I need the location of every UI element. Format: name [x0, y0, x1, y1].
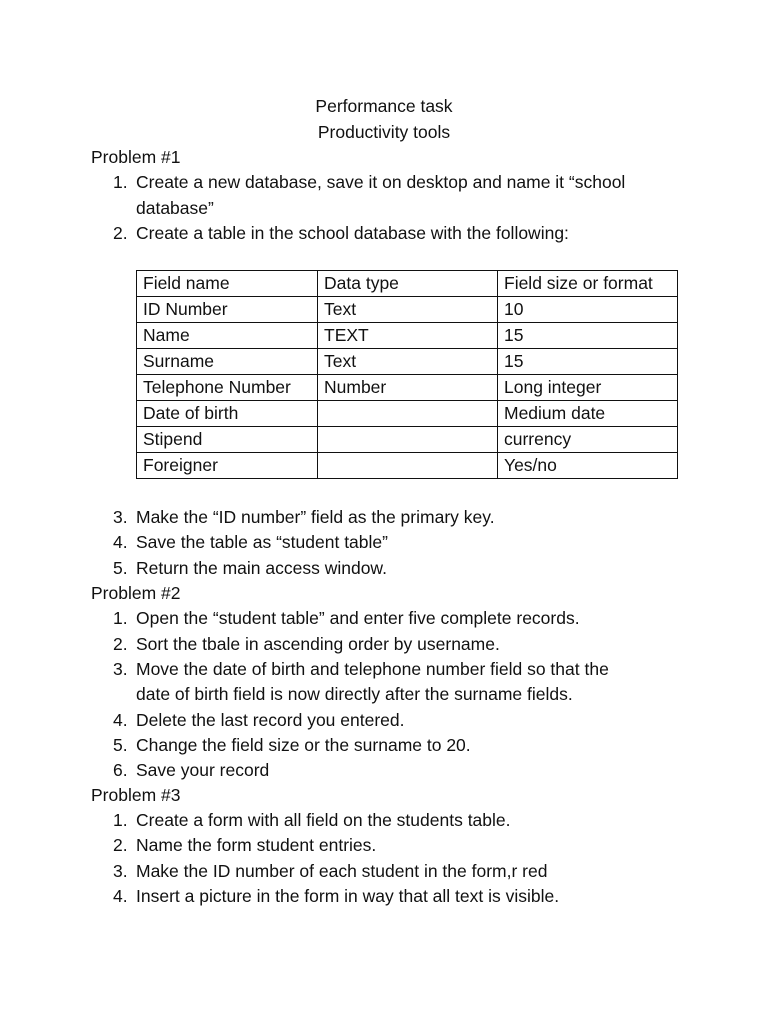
table-cell: Foreigner — [137, 453, 318, 479]
list-item-number: 5. — [113, 735, 128, 755]
table-cell: Long integer — [498, 375, 678, 401]
table-cell: TEXT — [318, 323, 498, 349]
list-item-number: 2. — [113, 634, 128, 654]
list-item-number: 1. — [113, 608, 128, 628]
table-cell: Number — [318, 375, 498, 401]
page-title: Performance task — [315, 96, 453, 116]
list-item-text-continued: date of birth field is now directly after the surname fields. — [136, 684, 573, 704]
table-cell: currency — [498, 427, 678, 453]
list-item-text: Create a new database, save it on desktop and name it “school — [136, 172, 626, 192]
column-header-field-name: Field name — [137, 271, 318, 297]
list-item-number: 6. — [113, 760, 128, 780]
list-item-text: Create a table in the school database with the following: — [136, 223, 569, 243]
table-cell: Telephone Number — [137, 375, 318, 401]
problem-1-heading: Problem #1 — [91, 147, 181, 167]
table-row — [137, 323, 678, 349]
list-item-number: 4. — [113, 532, 128, 552]
table-cell — [318, 401, 498, 427]
problem-3-heading: Problem #3 — [91, 785, 181, 805]
list-item-text: Insert a picture in the form in way that all text is visible. — [136, 886, 560, 906]
table-cell: 10 — [498, 297, 678, 323]
table-row — [137, 427, 678, 453]
column-header-field-size: Field size or format — [498, 271, 678, 297]
table-row — [137, 349, 678, 375]
list-item-text: Sort the tbale in ascending order by username. — [136, 634, 500, 654]
table-header-row — [137, 271, 678, 297]
list-item-text: Name the form student entries. — [136, 835, 377, 855]
list-item-number: 4. — [113, 886, 128, 906]
table-row — [137, 401, 678, 427]
list-item-text: Open the “student table” and enter five complete records. — [136, 608, 580, 628]
table-cell: Text — [318, 349, 498, 375]
title-block — [0, 94, 768, 145]
list-item-number: 1. — [113, 810, 128, 830]
list-item-text: Save your record — [136, 760, 270, 780]
list-item-text: Return the main access window. — [136, 558, 387, 578]
list-item-number: 5. — [113, 558, 128, 578]
table-row — [137, 375, 678, 401]
table-cell — [318, 453, 498, 479]
list-item-text: Make the ID number of each student in the form,r red — [136, 861, 548, 881]
list-item-text: Change the field size or the surname to 20. — [136, 735, 471, 755]
fields-table — [136, 270, 678, 479]
list-item-number: 2. — [113, 223, 128, 243]
table-cell: Yes/no — [498, 453, 678, 479]
table-cell — [318, 427, 498, 453]
list-item-number: 3. — [113, 861, 128, 881]
list-item-number: 4. — [113, 710, 128, 730]
column-header-data-type: Data type — [318, 271, 498, 297]
page-subtitle: Productivity tools — [317, 121, 451, 142]
table-cell: Stipend — [137, 427, 318, 453]
table-cell: Medium date — [498, 401, 678, 427]
table-cell: Date of birth — [137, 401, 318, 427]
list-item-text: Create a form with all field on the students table. — [136, 810, 511, 830]
problem-2-heading: Problem #2 — [91, 583, 181, 603]
list-item-text: Move the date of birth and telephone number field so that the — [136, 659, 609, 679]
list-item-text: Save the table as “student table” — [136, 532, 388, 552]
table-cell: ID Number — [137, 297, 318, 323]
table-cell: Surname — [137, 349, 318, 375]
list-item-text-continued: database” — [136, 198, 214, 218]
table-row — [137, 453, 678, 479]
table-cell: 15 — [498, 349, 678, 375]
list-item-number: 3. — [113, 659, 128, 679]
list-item-number: 1. — [113, 172, 128, 192]
list-item-text: Delete the last record you entered. — [136, 710, 405, 730]
list-item-number: 3. — [113, 507, 128, 527]
list-item-number: 2. — [113, 835, 128, 855]
table-cell: Text — [318, 297, 498, 323]
list-item-text: Make the “ID number” field as the primary key. — [136, 507, 495, 527]
table-row — [137, 297, 678, 323]
table-cell: Name — [137, 323, 318, 349]
table-cell: 15 — [498, 323, 678, 349]
